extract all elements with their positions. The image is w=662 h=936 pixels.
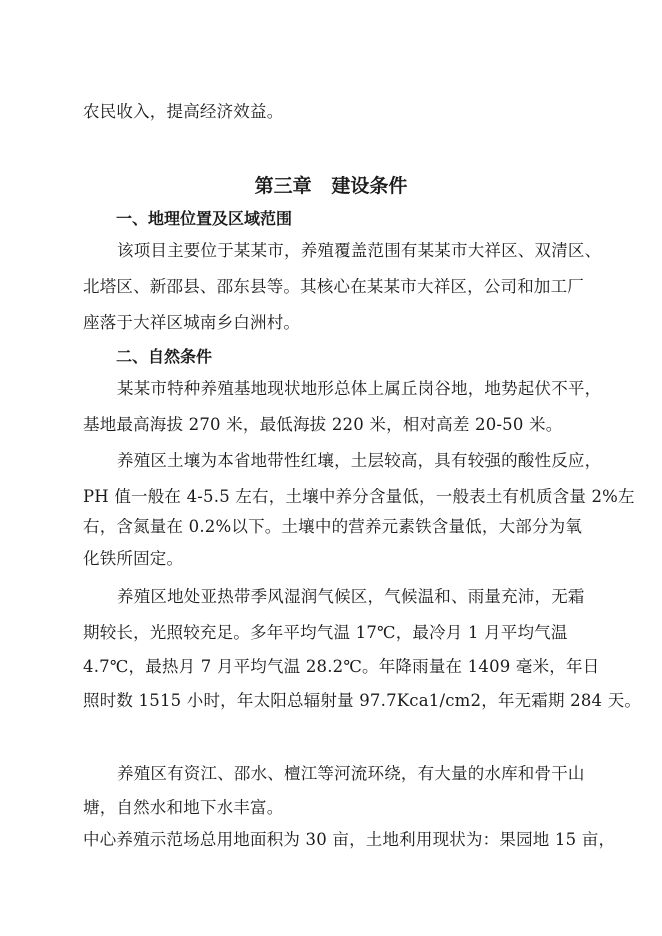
paragraph-line: 养殖区土壤为本省地带性红壤，土层较高，具有较强的酸性反应， (117, 451, 602, 470)
paragraph-line: 4.7℃，最热月 7 月平均气温 28.2℃。年降雨量在 1409 毫米，年日 (83, 657, 600, 676)
paragraph-line: 照时数 1515 小时，年太阳总辐射量 97.7Kca1/cm2，年无霜期 284 天。 (83, 691, 642, 710)
paragraph-line: 该项目主要位于某某市，养殖覆盖范围有某某市大祥区、双清区、 (117, 241, 602, 260)
paragraph-line: 座落于大祥区城南乡白洲村。 (83, 313, 301, 332)
paragraph-line: 基地最高海拔 270 米，最低海拔 220 米，相对高差 20-50 米。 (83, 415, 563, 434)
section-heading-natural: 二、自然条件 (116, 347, 213, 366)
paragraph-line: 某某市特种养殖基地现状地形总体上属丘岗谷地，地势起伏不平， (117, 379, 602, 398)
paragraph-line: 中心养殖示范场总用地面积为 30 亩，土地利用现状为：果园地 15 亩， (83, 830, 616, 849)
intro-line: 农民收入，提高经济效益。 (83, 102, 284, 121)
chapter-title: 第三章 建设条件 (254, 175, 408, 197)
paragraph-line: 养殖区有资江、邵水、檀江等河流环绕，有大量的水库和骨干山 (117, 764, 585, 783)
paragraph-line: 右，含氮量在 0.2%以下。土壤中的营养元素铁含量低，大部分为氧 (83, 517, 583, 536)
paragraph-line: 化铁所固定。 (83, 549, 184, 568)
paragraph-line: 期较长，光照较充足。多年平均气温 17℃，最冷月 1 月平均气温 (83, 623, 568, 642)
paragraph-line: PH 值一般在 4-5.5 左右，土壤中养分含量低，一般表土有机质含量 2%左 (83, 487, 635, 506)
paragraph-line: 养殖区地处亚热带季风湿润气候区，气候温和、雨量充沛，无霜 (117, 587, 585, 606)
paragraph-line: 塘，自然水和地下水丰富。 (83, 798, 284, 817)
section-heading-location: 一、地理位置及区域范围 (116, 209, 293, 228)
paragraph-line: 北塔区、新邵县、邵东县等。其核心在某某市大祥区，公司和加工厂 (83, 277, 584, 296)
